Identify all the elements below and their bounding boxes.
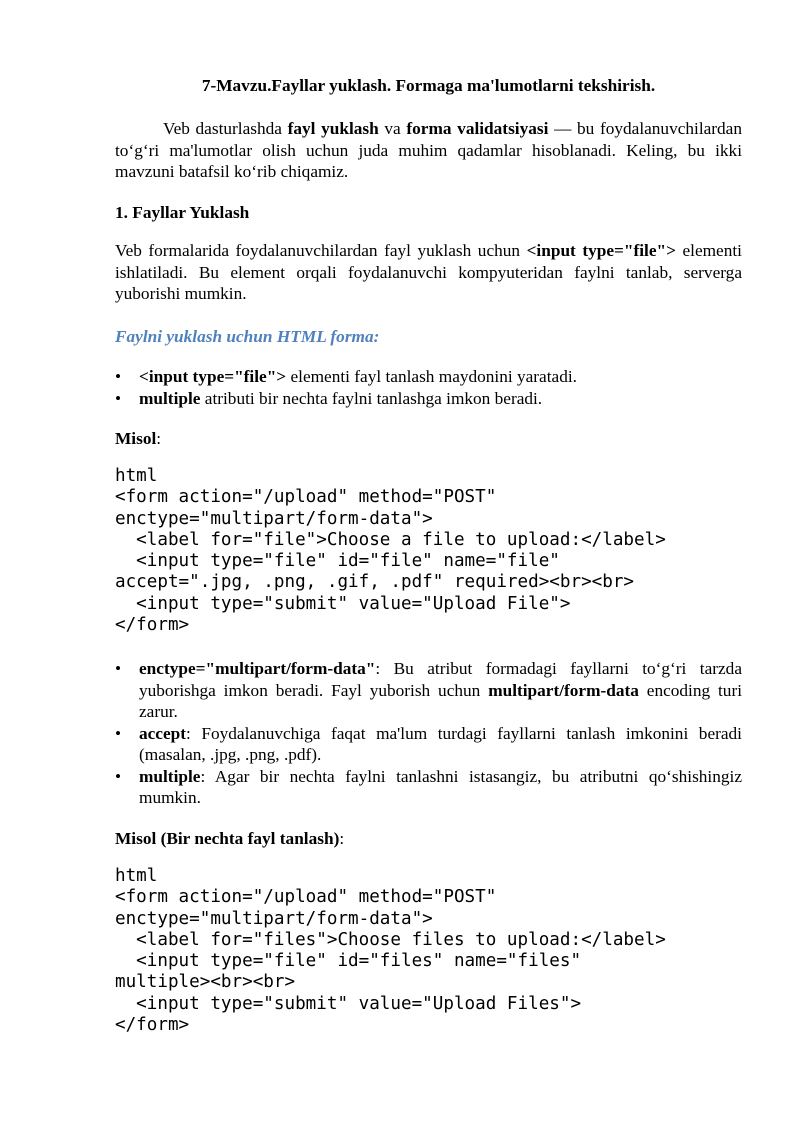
list-item-text: : Agar bir nechta faylni tanlashni istasangiz, bu atributni qo‘shishingiz mumkin. [139, 766, 742, 807]
intro-bold-2: forma validatsiyasi [406, 119, 549, 138]
list-item-bold: accept [139, 723, 187, 743]
section-heading: 1. Fayllar Yuklash [115, 203, 250, 222]
code-block-1: html <form action="/upload" method="POST" enctype="multipart/form-data"> <label for="file">Choose a file to upload:</label> <input type="file" id="file" name="file" accept=".jpg, .png, .gif, .pdf" required><br><br> <input type="submit" value="Upload File"> </form> [115, 466, 666, 636]
intro-text-3: — bu foydalanuvchilardan to‘g‘ri ma'lumotlar olish uchun juda muhim qadamlar hisoblanadi. Keling, bu ikki mavzuni batafsil ko‘rib chiqamiz. [115, 119, 742, 181]
list-item-bold: multiple [139, 766, 201, 786]
list-item [115, 658, 742, 723]
intro-text-1: Veb dasturlashda [163, 119, 288, 138]
section-text-1: Veb formalarida foydalanuvchilardan fayl yuklash uchun [115, 241, 527, 260]
intro-paragraph [115, 118, 742, 183]
bullet-dot: • [115, 367, 122, 386]
list-item-text-2: encoding turi zarur. [139, 680, 743, 721]
intro-bold-1: fayl yuklash [287, 119, 379, 138]
list-item-bold-2: multipart/form-data [488, 680, 639, 700]
example-label-1 [115, 428, 161, 450]
example-label-colon: : [339, 829, 345, 848]
bullet-dot: • [115, 388, 122, 408]
list-item [115, 766, 742, 809]
subheading: Faylni yuklash uchun HTML forma: [115, 327, 380, 346]
bullet-list-1 [115, 366, 742, 409]
list-item [115, 388, 742, 410]
bullet-dot: • [115, 723, 122, 743]
example-label-bold: Misol [115, 429, 157, 448]
intro-text-2: va [378, 119, 407, 138]
list-item-text: : Bu atribut formadagi fayllarni to‘g‘ri tarzda yuborishga imkon beradi. Fayl yuborish uchun [139, 659, 742, 700]
bullet-dot: • [115, 766, 122, 786]
list-item [115, 723, 742, 766]
example-label-colon: : [156, 429, 162, 448]
list-item-text: : Foydalanuvchiga faqat ma'lum turdagi fayllarni tanlash imkonini beradi (masalan, .jpg, .png, .pdf). [139, 723, 742, 764]
bullet-dot: • [115, 659, 122, 678]
section-text-2: elementi ishlatiladi. Bu element orqali foydalanuvchi kompyuteridan faylni tanlab, serverga yuborishi mumkin. [115, 241, 742, 303]
code-block-2: html <form action="/upload" method="POST" enctype="multipart/form-data"> <label for="files">Choose files to upload:</label> <input type="file" id="files" name="files" multiple><br><br> <input type="submit" value="Upload Files"> </form> [115, 866, 666, 1036]
list-item-bold: multiple [139, 388, 201, 408]
page-title: 7-Mavzu.Fayllar yuklash. Formaga ma'lumotlarni tekshirish. [201, 76, 656, 95]
section-bold-1: <input type="file"> [526, 241, 676, 260]
list-item-bold: enctype="multipart/form-data" [139, 659, 376, 678]
example-label-bold: Misol (Bir nechta fayl tanlash) [115, 829, 340, 848]
list-item-text: atributi bir nechta faylni tanlashga imkon beradi. [200, 388, 543, 408]
list-item-text: elementi fayl tanlash maydonini yaratadi. [286, 367, 577, 386]
list-item [115, 366, 742, 388]
bullet-list-2 [115, 658, 742, 809]
list-item-bold: <input type="file"> [139, 367, 287, 386]
example-label-2 [115, 828, 344, 850]
section-paragraph [115, 240, 742, 305]
